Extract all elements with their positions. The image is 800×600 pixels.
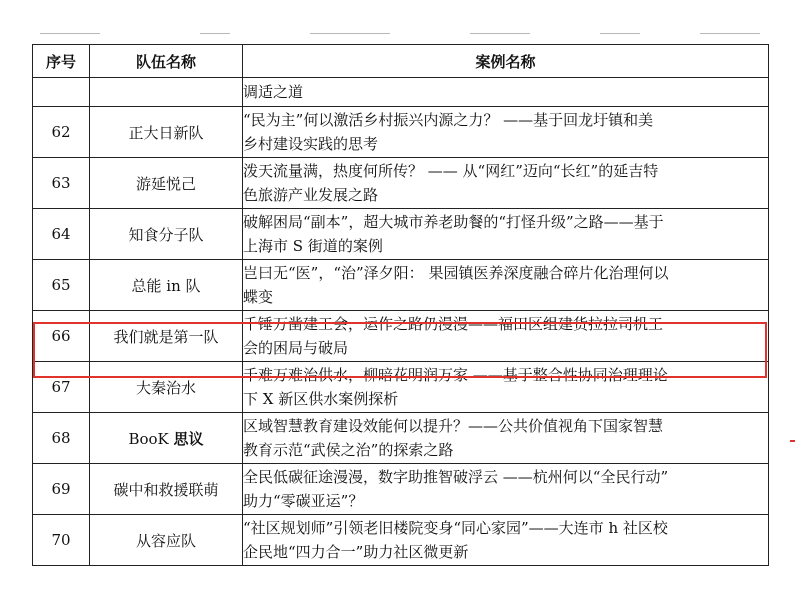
- row-number: 69: [33, 464, 90, 515]
- case-line: 上海市 S 街道的案例: [243, 237, 383, 255]
- case-title: [243, 78, 769, 107]
- case-line: 泼天流量满，热度何所传？ —— 从“网红”迈向“长红”的延吉特: [243, 162, 659, 180]
- header-case-name: 案例名称: [243, 45, 769, 78]
- case-line: 破解困局“副本”，超大城市养老助餐的“打怪升级”之路——基于: [243, 213, 664, 231]
- table-row: [33, 362, 769, 413]
- case-title: [243, 413, 769, 464]
- case-line: 千难万难治供水，柳暗花明润万家 ——基于整合性协同治理理论: [243, 366, 668, 384]
- case-line: 蝶变: [243, 288, 274, 306]
- previous-page-remnant: [0, 0, 800, 40]
- case-title: [243, 158, 769, 209]
- team-name: 总能 in 队: [90, 260, 243, 311]
- row-number: 64: [33, 209, 90, 260]
- table-row: [33, 515, 769, 566]
- row-number: [33, 78, 90, 107]
- header-serial-number: 序号: [33, 45, 90, 78]
- case-line: 色旅游产业发展之路: [243, 186, 379, 204]
- case-line: 会的困局与破局: [243, 339, 349, 357]
- case-line: 千锤万凿建工会，运作之路仍漫漫——福田区组建货拉拉司机工: [243, 315, 664, 333]
- case-line: 教育示范“武侯之治”的探索之路: [243, 441, 454, 459]
- case-line: 乡村建设实践的思考: [243, 135, 379, 153]
- case-title: [243, 311, 769, 362]
- case-title: [243, 260, 769, 311]
- row-number: 63: [33, 158, 90, 209]
- row-number: 62: [33, 107, 90, 158]
- team-name-bold: 思议: [173, 429, 204, 448]
- team-name: 碳中和救援联萌: [90, 464, 243, 515]
- team-name: 从容应队: [90, 515, 243, 566]
- team-name: 知食分子队: [90, 209, 243, 260]
- header-team-name: 队伍名称: [90, 45, 243, 78]
- case-title: [243, 515, 769, 566]
- case-line: 调适之道: [243, 83, 304, 101]
- case-line: “社区规划师”引领老旧楼院变身“同心家园”——大连市 h 社区校: [243, 519, 668, 537]
- table-header-row: [33, 45, 769, 78]
- row-number: 66: [33, 311, 90, 362]
- table-row: [33, 413, 769, 464]
- table-row: [33, 209, 769, 260]
- row-number: 70: [33, 515, 90, 566]
- row-number: 67: [33, 362, 90, 413]
- case-line: 区域智慧教育建设效能何以提升？——公共价值视角下国家智慧: [243, 417, 664, 435]
- case-line: 岂曰无“医”，“治”泽夕阳： 果园镇医养深度融合碎片化治理何以: [243, 264, 669, 282]
- table-row: [33, 158, 769, 209]
- team-name: [90, 413, 243, 464]
- case-title: [243, 362, 769, 413]
- case-line: 企民地“四力合一”助力社区微更新: [243, 543, 469, 561]
- case-line: 下 X 新区供水案例探析: [243, 390, 399, 408]
- table-row: [33, 311, 769, 362]
- row-number: 68: [33, 413, 90, 464]
- team-name: 我们就是第一队: [90, 311, 243, 362]
- team-name: 游延悦己: [90, 158, 243, 209]
- table-row: [33, 78, 769, 107]
- table-row: [33, 107, 769, 158]
- team-name: [90, 78, 243, 107]
- case-line: 全民低碳征途漫漫，数字助推智破浮云 ——杭州何以“全民行动”: [243, 468, 669, 486]
- team-name: 大秦治水: [90, 362, 243, 413]
- team-name: 正大日新队: [90, 107, 243, 158]
- row-number: 65: [33, 260, 90, 311]
- table-row: [33, 260, 769, 311]
- case-title: [243, 464, 769, 515]
- red-mark: [790, 440, 795, 442]
- case-line: 助力“零碳亚运”？: [243, 492, 364, 510]
- team-name-plain: BooK: [128, 429, 174, 448]
- case-title: [243, 107, 769, 158]
- case-list-table: [32, 44, 769, 566]
- table-row: [33, 464, 769, 515]
- case-line: “民为主”何以激活乡村振兴内源之力？ ——基于回龙圩镇和美: [243, 111, 654, 129]
- case-title: [243, 209, 769, 260]
